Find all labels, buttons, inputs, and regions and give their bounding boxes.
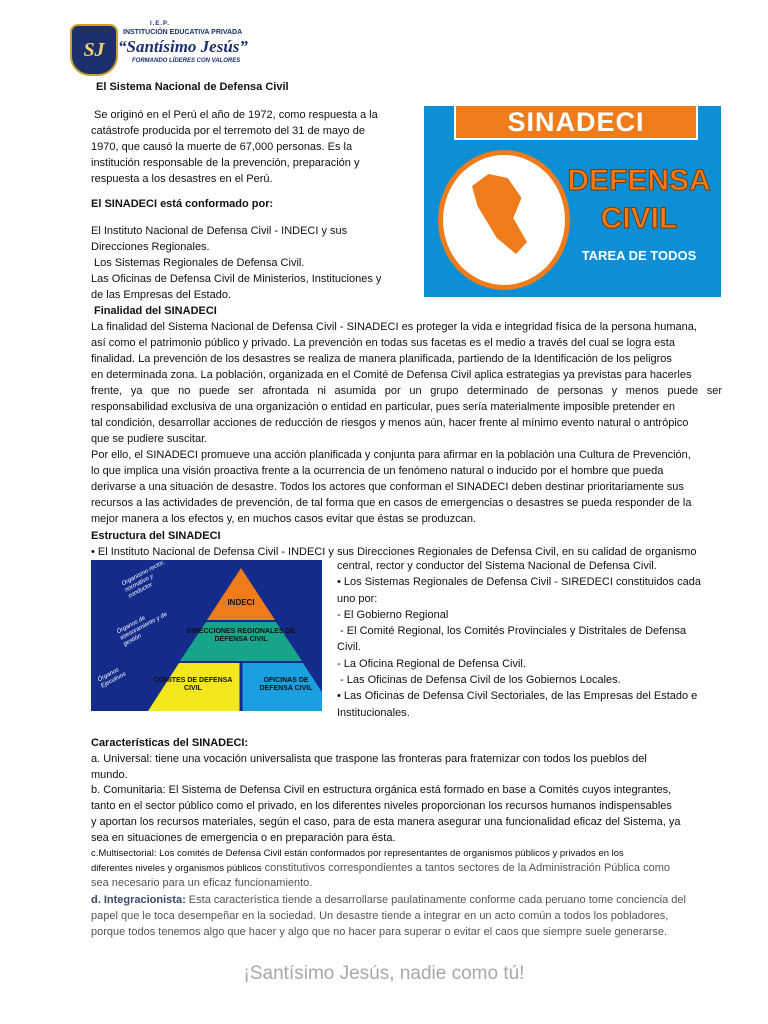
conformado-line: de las Empresas del Estado. (91, 289, 232, 301)
comunitaria-line: b. Comunitaria: El Sistema de Defensa Civil en estructura orgánica está formado en base a Comités cuyos integrantes, (91, 784, 672, 796)
comunitaria-line: tanto en el sector público como el privado, en los diferentes niveles proporcionan los recursos humanos indispensables (91, 800, 672, 812)
finalidad-line: recursos a las actividades de prevención, de tal forma que en casos de emergencias o desastres se pueda responder de la (91, 497, 692, 509)
estructura-list (337, 558, 723, 721)
intro-line: institución responsable de la prevención, preparación y (91, 157, 360, 169)
conformado-line: El Instituto Nacional de Defensa Civil - INDECI y sus (91, 225, 348, 237)
intro-line: catástrofe producida por el terremoto del 31 de mayo de (91, 125, 365, 137)
conformado-line: Las Oficinas de Defensa Civil de Ministerios, Instituciones y (91, 273, 382, 285)
finalidad-heading: Finalidad del SINADECI (94, 305, 217, 317)
finalidad-line: mejor manera a los efectos y, en muchos casos evitar que éstas se produzcan. (91, 513, 476, 525)
finalidad-line: finalidad. La prevención de los desastres se realiza de manera planificada, partiendo de la Identificación de los peligros (91, 353, 672, 365)
school-logo (70, 24, 118, 76)
estructura-first-line: • El Instituto Nacional de Defensa Civil - INDECI y sus Direcciones Regionales de Defensa Civil, en su calidad de organismo (91, 546, 697, 558)
conformado-heading: El SINADECI está conformado por: (91, 198, 274, 210)
civil-text: CIVIL (600, 202, 678, 235)
caracteristicas-heading: Características del SINADECI: (91, 737, 249, 749)
sinadeci-logo-image (424, 106, 721, 297)
comunitaria-line: y aportan los recursos materiales, según el caso, para de esta manera asegurar una funcionalidad eficaz del Sistema, ya (91, 816, 681, 828)
multisectorial-line: sea necesario para un eficaz funcionamiento. (91, 877, 313, 889)
footer-slogan: ¡Santísimo Jesús, nadie como tú! (243, 963, 525, 984)
estructura-line: uno por: (337, 592, 378, 605)
caracteristica-multisectorial (91, 846, 722, 891)
multisectorial-line (91, 861, 722, 876)
pyramid-side-top-label: Organismo rector, normativo y conductor (121, 560, 166, 600)
pyramid-top-section (207, 568, 275, 620)
finalidad-line: responsabilidad exclusiva de una organización o entidad en particular, pues sería materialmente imposible pretender en (91, 401, 675, 413)
finalidad-paragraph (91, 319, 722, 527)
estructura-line: • Los Sistemas Regionales de Defensa Civil - SIREDECI constituidos cada (337, 576, 701, 589)
page-title: El Sistema Nacional de Defensa Civil (96, 81, 289, 93)
multisectorial-part: diferentes niveles y organismos públicos (91, 863, 262, 874)
estructura-heading: Estructura del SINADECI (91, 530, 221, 542)
sinadeci-banner: SINADECI (454, 106, 698, 140)
integracionista-line: papel que le toca desempeñar en la sociedad. Un desastre tiende a integrar en un acto común a todos los pobladores, (91, 910, 669, 922)
integracionista-line: porque todos tenemos algo que hacer y algo que no hacer para superar o evitar el caos que siempre suele generarse. (91, 926, 668, 938)
finalidad-line: derivarse a una situación de desastre. Todos los actores que conforman el SINADECI deben destinar prioritariamente sus (91, 481, 684, 493)
tarea-de-todos-text: TAREA DE TODOS (581, 248, 697, 263)
multisectorial-part: constitutivos correspondientes a tantos sectores de la Administración Pública como (261, 862, 670, 874)
estructura-line: Institucionales. (337, 706, 410, 719)
finalidad-line: tal condición, desarrollar acciones de reducción de riesgos y menos aún, hacer frente al mínimo evento natural o antrópico (91, 417, 689, 429)
estructura-line: central, rector y conductor del Sistema Nacional de Defensa Civil. (337, 560, 657, 572)
integracionista-text: Esta característica tiende a desarrollarse paulatinamente conforme cada peruano tome conciencia del (185, 894, 686, 906)
intro-line: 1970, que causó la muerte de 67,000 personas. Es la (91, 141, 353, 153)
caracteristica-comunitaria (91, 782, 722, 846)
pyramid-middle-label: DIRECCIONES REGIONALES DE DEFENSA CIVIL (186, 628, 296, 643)
estructura-line: - El Gobierno Regional (337, 608, 449, 621)
pyramid-side-bottom-label: Órganos Ejecutivos (97, 667, 128, 690)
finalidad-line: Por ello, el SINADECI promueve una acción planificada y conjunta para afirmar en la población una Cultura de Prevención, (91, 449, 691, 461)
pyramid-side-mid-label: Órganos de asesoramiento y de gestión (116, 611, 169, 648)
defensa-text: DEFENSA (567, 164, 711, 197)
finalidad-line: frente, ya que no puede ser afrontada ni asumida por un grupo determinado de personas y menos puede ser (91, 385, 722, 397)
conformado-line: Direcciones Regionales. (91, 241, 210, 253)
pyramid-top-label: INDECI (227, 598, 255, 607)
comunitaria-line: sea en situaciones de emergencia o en preparación para ésta. (91, 832, 396, 844)
finalidad-line: en determinada zona. La población, organizada en el Comité de Defensa Civil aplica estrategias ya previstas para hacerles (91, 369, 692, 381)
caracteristica-integracionista (91, 892, 722, 940)
conformado-line: Los Sistemas Regionales de Defensa Civil. (91, 257, 305, 269)
finalidad-line: que se pudiere suscitar. (91, 433, 208, 445)
caracteristica-universal (91, 751, 722, 783)
estructura-line: - El Comité Regional, los Comités Provinciales y Distritales de Defensa (337, 625, 687, 638)
universal-line: a. Universal: tiene una vocación universalista que traspone las fronteras para fraternizar con todos los pueblos del (91, 753, 647, 765)
finalidad-line: La finalidad del Sistema Nacional de Defensa Civil - SINADECI es proteger la vida e integridad física de la persona humana, (91, 321, 697, 333)
estructura-line: • Las Oficinas de Defensa Civil Sectoriales, de las Empresas del Estado e (337, 690, 698, 703)
finalidad-line: lo que implica una visión proactiva frente a la ocurrencia de un fenómeno natural o inducido por el hombre que pueda (91, 465, 664, 477)
sinadeci-pyramid-diagram (91, 560, 322, 711)
logo-initials: SJ (83, 38, 105, 61)
header-motto: FORMANDO LÍDERES CON VALORES (132, 58, 241, 64)
intro-paragraph (91, 107, 421, 187)
header-school-name: “Santísimo Jesús” (118, 37, 248, 56)
finalidad-line: así como el patrimonio público y privado. La prevención en todas sus facetas es el medio a través del cual se logra esta (91, 337, 675, 349)
conformado-list (91, 223, 421, 303)
estructura-line: - Las Oficinas de Defensa Civil de los Gobiernos Locales. (337, 674, 621, 687)
integracionista-line (91, 892, 722, 908)
header-institution: INSTITUCIÓN EDUCATIVA PRIVADA (123, 29, 243, 36)
intro-line: respuesta a los desastres en el Perú. (91, 173, 273, 185)
pyramid-bottom-right-label: OFICINAS DE DEFENSA CIVIL (259, 677, 313, 692)
pyramid-bottom-left-label: COMITES DE DEFENSA CIVIL (153, 677, 233, 692)
header-tag: I.E.P. (150, 21, 170, 27)
estructura-line: Civil. (337, 641, 361, 654)
intro-line: Se originó en el Perú el año de 1972, como respuesta a la (94, 109, 378, 121)
universal-line: mundo. (91, 769, 128, 781)
estructura-line: - La Oficina Regional de Defensa Civil. (337, 657, 526, 670)
integracionista-label: d. Integracionista: (91, 894, 186, 906)
multisectorial-line: c.Multisectorial: Los comités de Defensa Civil están conformados por representantes de organismos públicos y privados en los (91, 848, 624, 859)
